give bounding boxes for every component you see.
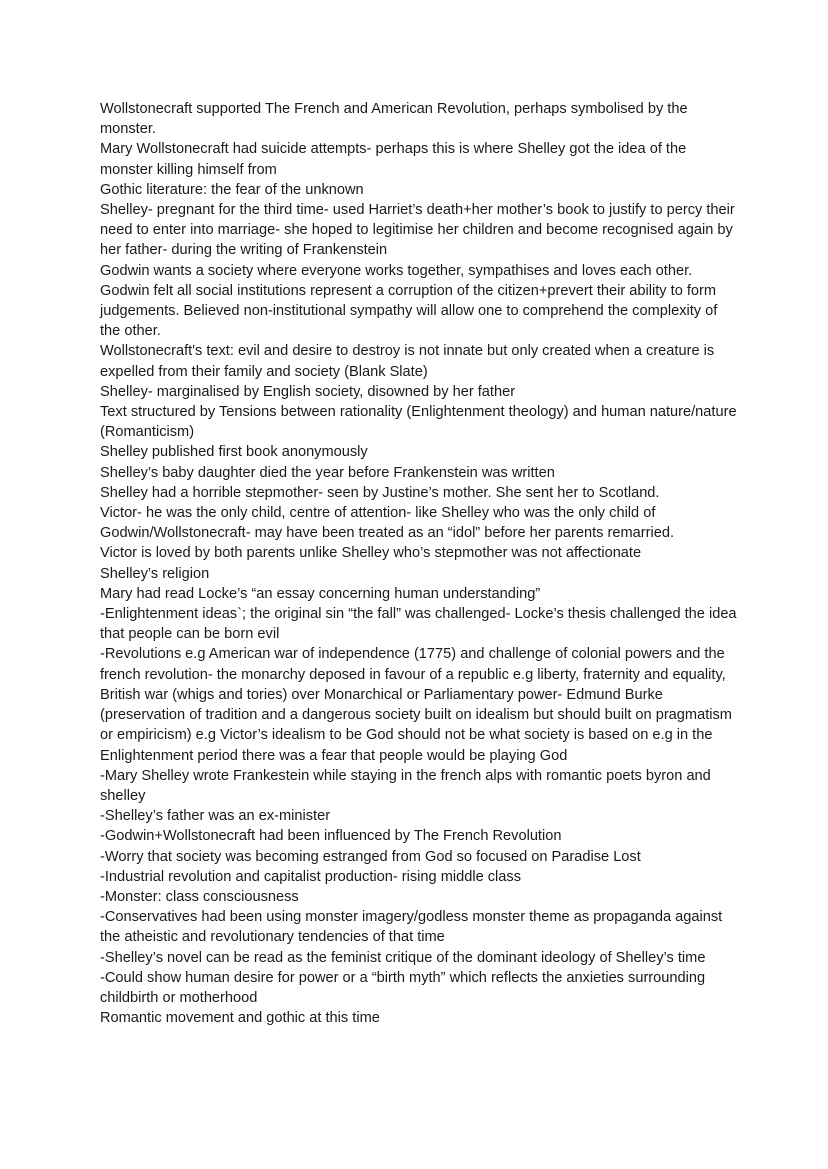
note-paragraph: Text structured by Tensions between rationality (Enlightenment theology) and human nature/nature (Romanticism)	[100, 404, 737, 441]
note-paragraph: -Could show human desire for power or a “birth myth” which reflects the anxieties surrounding childbirth or motherhood	[100, 969, 706, 1006]
note-paragraph: -Shelley’s novel can be read as the feminist critique of the dominant ideology of Shelley’s time	[100, 949, 706, 966]
note-paragraph: Mary Wollstonecraft had suicide attempts- perhaps this is where Shelley got the idea of the monster killing himself from	[100, 141, 687, 178]
note-paragraph: Shelley published first book anonymously	[100, 444, 368, 461]
note-paragraph: -Enlightenment ideas`; the original sin “the fall” was challenged- Locke’s thesis challenged the idea that people can be born evil	[100, 606, 737, 643]
note-paragraph: -Monster: class consciousness	[100, 888, 299, 905]
note-paragraph: Shelley had a horrible stepmother- seen by Justine’s mother. She sent her to Scotland.	[100, 484, 660, 501]
note-paragraph: -Conservatives had been using monster imagery/godless monster theme as propaganda against the atheistic and revolutionary tendencies of that time	[100, 909, 723, 946]
notes-body	[100, 99, 740, 1028]
note-paragraph: Shelley’s religion	[100, 565, 210, 582]
note-paragraph: Mary had read Locke’s “an essay concerning human understanding”	[100, 585, 541, 602]
note-paragraph: Wollstonecraft supported The French and American Revolution, perhaps symbolised by the monster.	[100, 101, 688, 138]
note-paragraph: -Shelley’s father was an ex-minister	[100, 808, 331, 825]
note-paragraph: Godwin felt all social institutions represent a corruption of the citizen+prevert their ability to form judgements. Believed non-institutional sympathy will allow one to comprehend the complexity of the other.	[100, 282, 718, 340]
note-paragraph: Victor- he was the only child, centre of attention- like Shelley who was the only child of Godwin/Wollstonecraft- may have been treated as an “idol” before her parents remarried.	[100, 505, 675, 542]
note-paragraph: -Revolutions e.g American war of independence (1775) and challenge of colonial powers and the french revolution- the monarchy deposed in favour of a republic e.g liberty, fraternity and equality, British war (whigs and tories) over Monarchical or Parliamentary power- Edmund Burke (preservation of tradition and a dangerous society built on idealism but should built on pragmatism or empiricism) e.g Victor’s idealism to be God should not be what society is based on e.g in the Enlightenment period there was a fear that people would be playing God	[100, 646, 732, 764]
note-paragraph: -Mary Shelley wrote Frankestein while staying in the french alps with romantic poets byron and shelley	[100, 767, 711, 804]
note-paragraph: Shelley’s baby daughter died the year before Frankenstein was written	[100, 464, 555, 481]
note-paragraph: -Godwin+Wollstonecraft had been influenced by The French Revolution	[100, 828, 562, 845]
note-paragraph: Shelley- pregnant for the third time- used Harriet’s death+her mother’s book to justify to percy their need to enter into marriage- she hoped to legitimise her children and become recognised again by her father- during the writing of Frankenstein	[100, 202, 735, 259]
note-paragraph: Shelley- marginalised by English society, disowned by her father	[100, 383, 516, 400]
note-paragraph: Godwin wants a society where everyone works together, sympathises and loves each other.	[100, 262, 693, 279]
note-paragraph: Victor is loved by both parents unlike Shelley who’s stepmother was not affectionate	[100, 545, 642, 562]
note-paragraph: Gothic literature: the fear of the unknown	[100, 181, 364, 198]
note-paragraph: Wollstonecraft's text: evil and desire to destroy is not innate but only created when a creature is expelled from their family and society (Blank Slate)	[100, 343, 715, 380]
note-paragraph: Romantic movement and gothic at this time	[100, 1010, 380, 1027]
note-paragraph: -Worry that society was becoming estranged from God so focused on Paradise Lost	[100, 848, 641, 865]
note-paragraph: -Industrial revolution and capitalist production- rising middle class	[100, 868, 521, 885]
